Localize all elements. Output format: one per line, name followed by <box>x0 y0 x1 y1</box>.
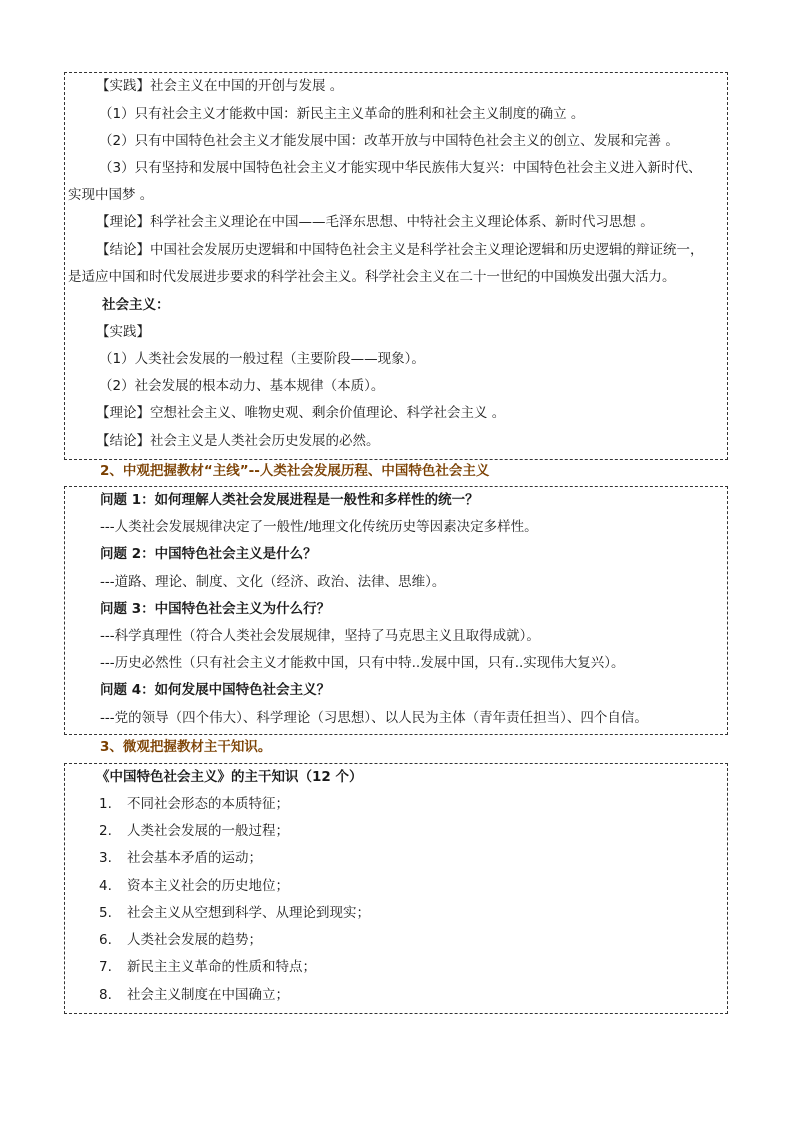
question-2: 问题 2：中国特色社会主义是什么？ <box>100 546 317 562</box>
heading-core-knowledge: 3、微观把握教材主干知识。 <box>100 739 272 755</box>
socialism-conclusion: 【结论】社会主义是人类社会历史发展的必然。 <box>96 433 380 449</box>
socialism-label: 社会主义： <box>102 297 170 313</box>
question-1: 问题 1：如何理解人类社会发展进程是一般性和多样性的统一？ <box>100 492 479 508</box>
answer-1: ---人类社会发展规律决定了一般性/地理文化传统历史等因素决定多样性。 <box>100 519 538 535</box>
item-number: 8. <box>99 987 112 1003</box>
answer-3b: ---历史必然性（只有社会主义才能救中国，只有中特..发展中国，只有..实现伟大复兴）。 <box>100 655 625 671</box>
practice-title: 【实践】社会主义在中国的开创与发展 。 <box>96 78 344 94</box>
practice-item-2: （2）只有中国特色社会主义才能发展中国：改革开放与中国特色社会主义的创立、发展和完善 。 <box>99 133 679 149</box>
list-item: 人类社会发展的趋势； <box>127 932 262 948</box>
theory-line: 【理论】科学社会主义理论在中国——毛泽东思想、中特社会主义理论体系、新时代习思想 。 <box>96 214 654 230</box>
item-number: 6. <box>99 932 112 948</box>
practice-item-1: （1）只有社会主义才能救中国：新民主主义革命的胜利和社会主义制度的确立 。 <box>99 106 585 122</box>
item-number: 1. <box>99 796 112 812</box>
item-number: 2. <box>99 823 112 839</box>
question-4: 问题 4：如何发展中国特色社会主义？ <box>100 682 331 698</box>
practice-item-3-line-1: （3）只有坚持和发展中国特色社会主义才能实现中华民族伟大复兴：中国特色社会主义进入新时代、 <box>99 160 702 176</box>
socialism-practice: 【实践】 <box>96 324 150 340</box>
list-item: 社会主义从空想到科学、从理论到现实； <box>127 905 370 921</box>
list-item: 人类社会发展的一般过程； <box>127 823 289 839</box>
list-item: 资本主义社会的历史地位； <box>127 878 289 894</box>
socialism-item-1: （1）人类社会发展的一般过程（主要阶段——现象）。 <box>99 351 425 367</box>
answer-2: ---道路、理论、制度、文化（经济、政治、法律、思维）。 <box>100 574 446 590</box>
conclusion-line-2: 是适应中国和时代发展进步要求的科学社会主义。科学社会主义在二十一世纪的中国焕发出强大活力。 <box>68 269 676 285</box>
item-number: 3. <box>99 850 112 866</box>
question-3: 问题 3：中国特色社会主义为什么行？ <box>100 601 331 617</box>
list-item: 不同社会形态的本质特征； <box>127 796 289 812</box>
list-item: 社会基本矛盾的运动； <box>127 850 262 866</box>
conclusion-line-1: 【结论】中国社会发展历史逻辑和中国特色社会主义是科学社会主义理论逻辑和历史逻辑的辩证统一， <box>96 242 704 258</box>
heading-main-line: 2、中观把握教材“主线”--人类社会发展历程、中国特色社会主义 <box>100 463 490 479</box>
item-number: 7. <box>99 959 112 975</box>
list-item: 社会主义制度在中国确立； <box>127 987 289 1003</box>
socialism-item-2: （2）社会发展的根本动力、基本规律（本质）。 <box>99 378 385 394</box>
item-number: 5. <box>99 905 112 921</box>
socialism-theory: 【理论】空想社会主义、唯物史观、剩余价值理论、科学社会主义 。 <box>96 405 506 421</box>
item-number: 4. <box>99 878 112 894</box>
answer-4: ---党的领导（四个伟大）、科学理论（习思想）、以人民为主体（青年责任担当）、四个自信。 <box>100 710 648 726</box>
core-knowledge-title: 《中国特色社会主义》的主干知识（12 个） <box>96 769 363 785</box>
practice-item-3-line-2: 实现中国梦 。 <box>68 187 154 203</box>
answer-3a: ---科学真理性（符合人类社会发展规律，坚持了马克思主义且取得成就）。 <box>100 628 540 644</box>
list-item: 新民主主义革命的性质和特点； <box>127 959 316 975</box>
